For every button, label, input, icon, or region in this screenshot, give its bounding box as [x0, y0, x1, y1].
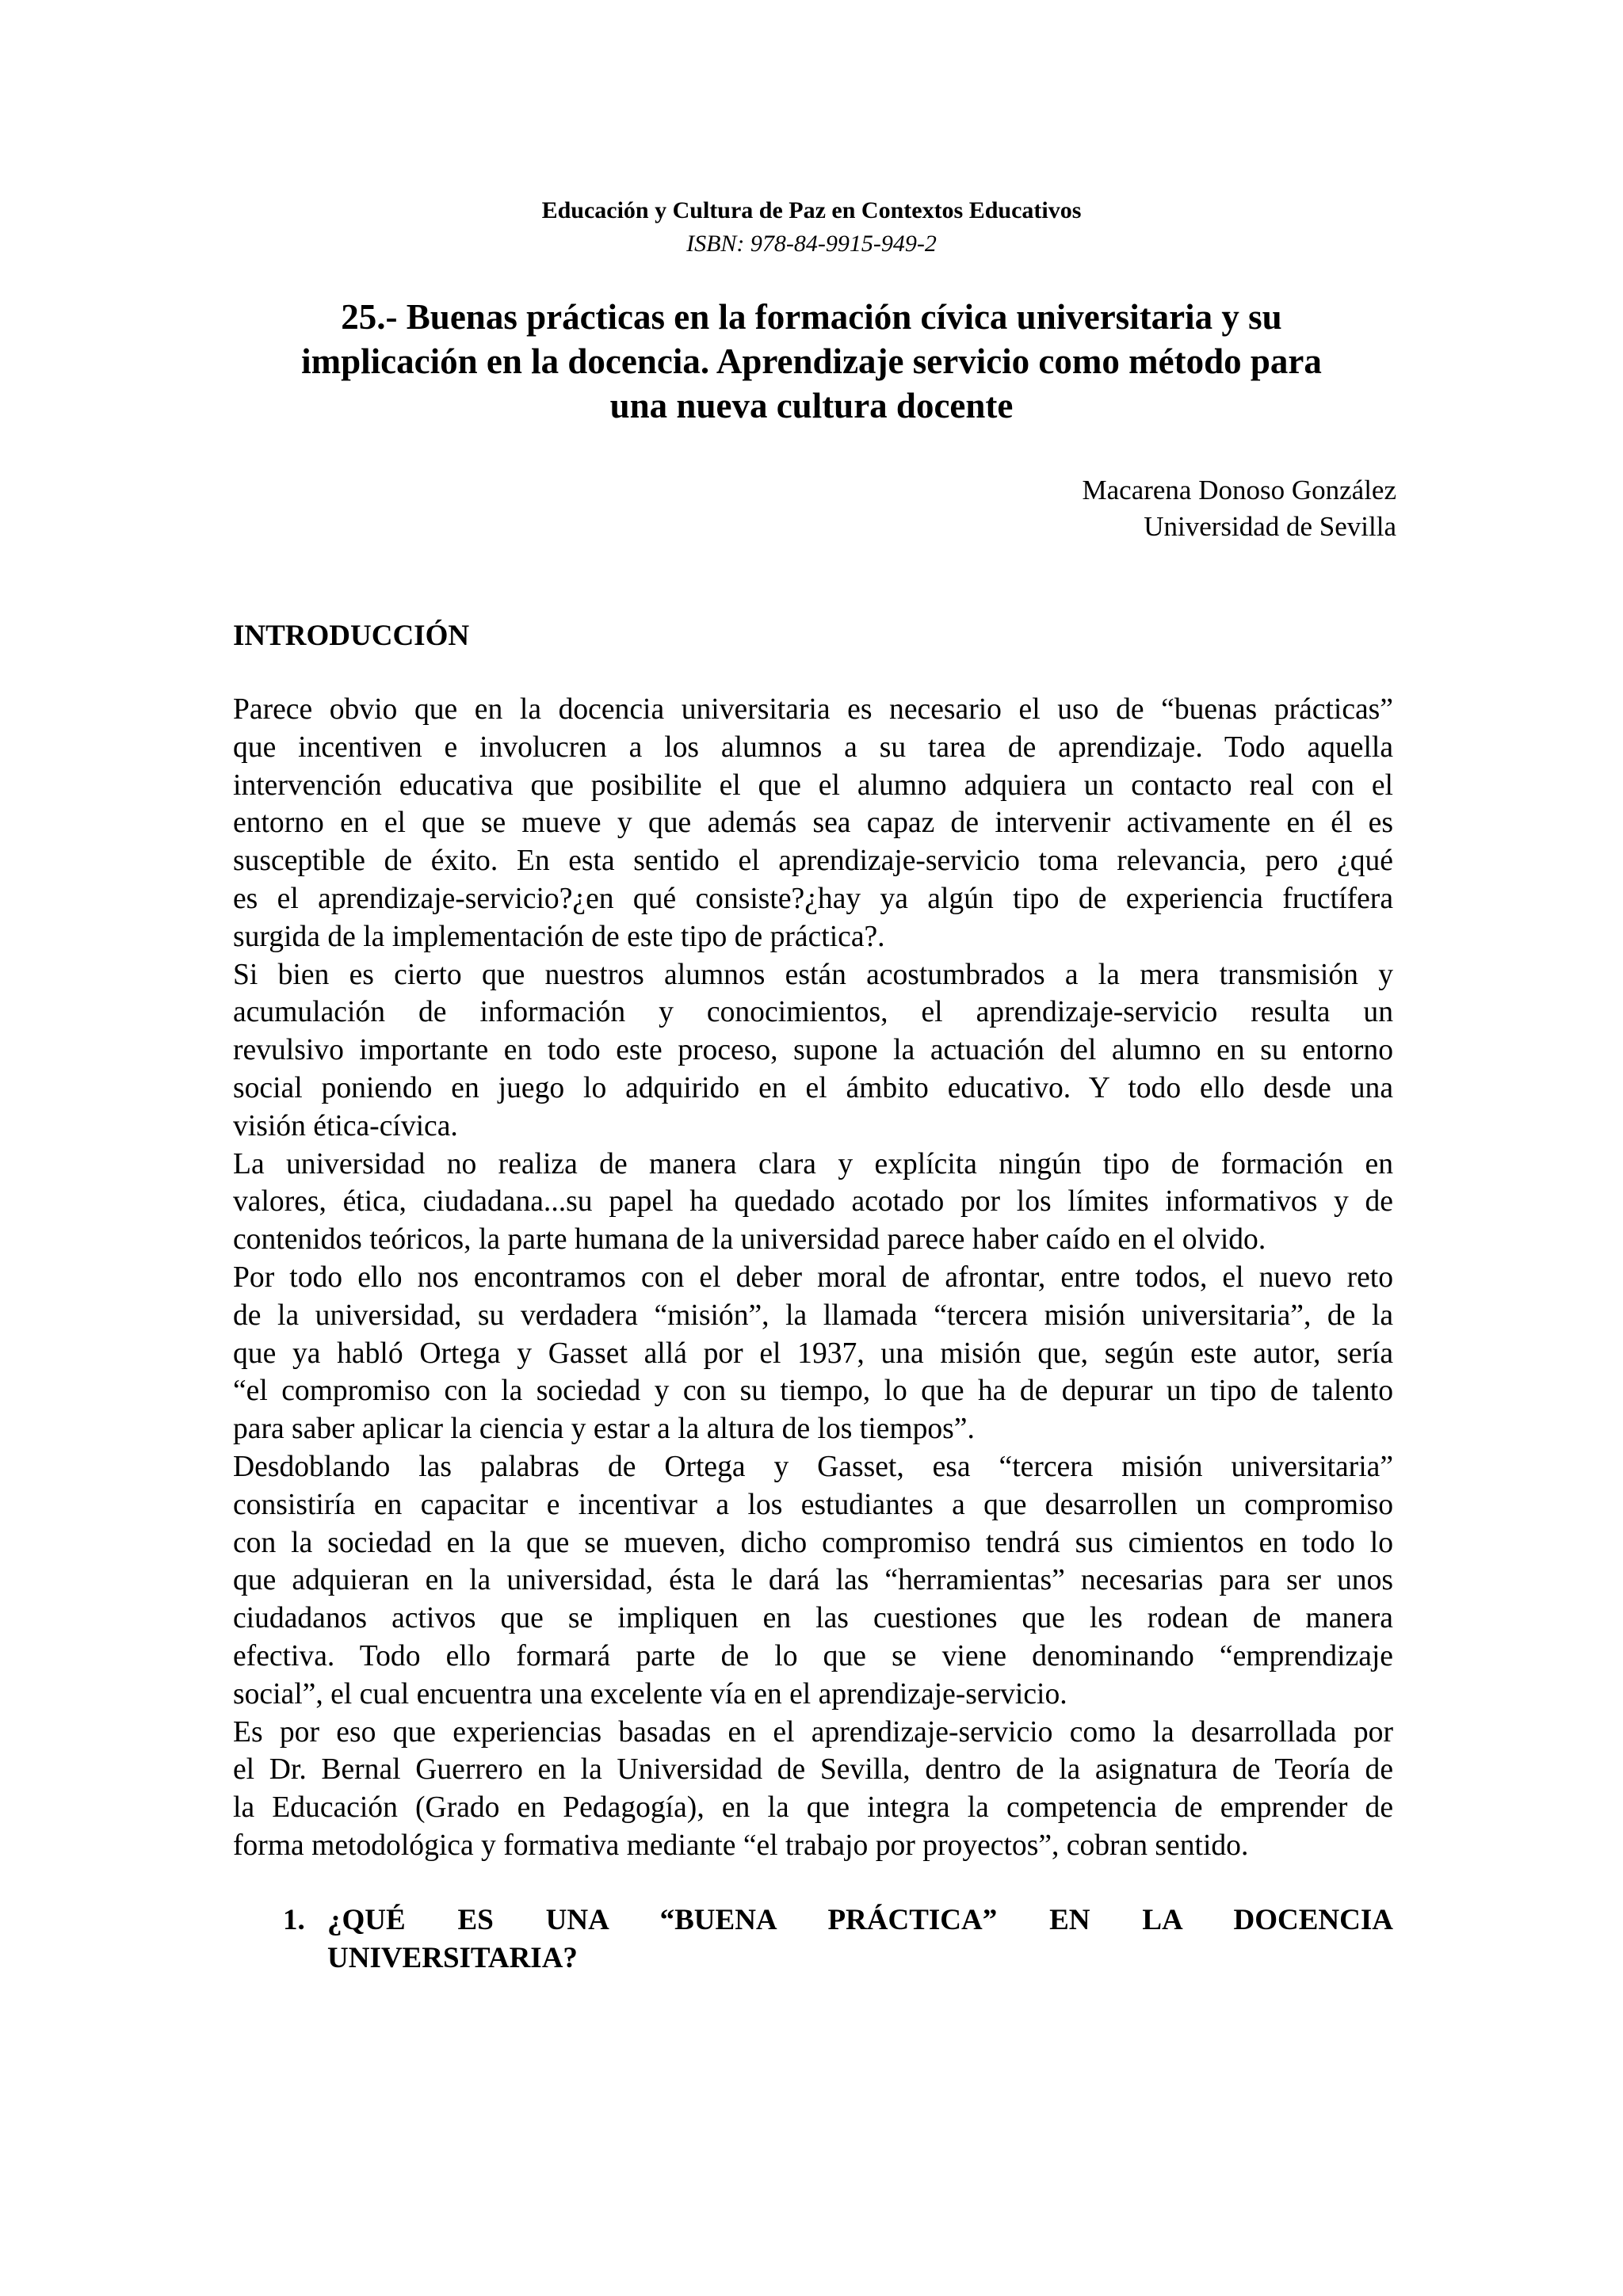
book-title: Educación y Cultura de Paz en Contextos Educativos — [541, 197, 1082, 223]
section-title-line: ¿QUÉ ES UNA “BUENA PRÁCTICA” EN LA DOCENCIA — [327, 1904, 1393, 1936]
body-line: con la sociedad en la que se mueven, dicho compromiso tendrá sus cimientos en todo lo — [233, 1526, 1393, 1559]
body-line: contenidos teóricos, la parte humana de la universidad parece haber caído en el olvido. — [233, 1223, 1266, 1257]
body-line: que adquieran en la universidad, ésta le dará las “herramientas” necesarias para ser unos — [233, 1564, 1393, 1597]
body-line: efectiva. Todo ello formará parte de lo que se viene denominando “emprendizaje — [233, 1639, 1393, 1672]
body-line: entorno en el que se mueve y que además sea capaz de intervenir activamente en él es — [233, 807, 1393, 840]
body-line: social poniendo en juego lo adquirido en el ámbito educativo. Y todo ello desde una — [233, 1071, 1393, 1104]
body-line: Si bien es cierto que nuestros alumnos están acostumbrados a la mera transmisión y — [233, 958, 1393, 991]
body-line: forma metodológica y formativa mediante “el trabajo por proyectos”, cobran sentido. — [233, 1829, 1249, 1862]
author-affiliation: Universidad de Sevilla — [1144, 511, 1396, 542]
body-line: Por todo ello nos encontramos con el deber moral de afrontar, entre todos, el nuevo reto — [233, 1261, 1393, 1294]
body-line: ciudadanos activos que se impliquen en las cuestiones que les rodean de manera — [233, 1602, 1393, 1635]
introduction-body — [233, 691, 1393, 1865]
body-line: “el compromiso con la sociedad y con su tiempo, lo que ha de depurar un tipo de talento — [233, 1375, 1393, 1408]
body-line: el Dr. Bernal Guerrero en la Universidad de Sevilla, dentro de la asignatura de Teoría de — [233, 1753, 1393, 1787]
isbn: ISBN: 978-84-9915-949-2 — [686, 231, 937, 257]
body-line: surgida de la implementación de este tipo de práctica?. — [233, 920, 885, 953]
body-line: susceptible de éxito. En esta sentido el aprendizaje-servicio toma relevancia, pero ¿qué — [233, 845, 1393, 878]
introduction-heading: INTRODUCCIÓN — [233, 620, 470, 652]
body-line: Parece obvio que en la docencia universitaria es necesario el uso de “buenas prácticas” — [233, 693, 1393, 726]
body-line: para saber aplicar la ciencia y estar a la altura de los tiempos”. — [233, 1413, 975, 1446]
body-line: visión ética-cívica. — [233, 1109, 458, 1142]
chapter-title-line: 25.- Buenas prácticas en la formación cívica universitaria y su — [341, 297, 1282, 337]
body-line: Es por eso que experiencias basadas en el aprendizaje-servicio como la desarrollada por — [233, 1715, 1393, 1749]
body-line: social”, el cual encuentra una excelente vía en el aprendizaje-servicio. — [233, 1677, 1067, 1711]
body-line: acumulación de información y conocimientos, el aprendizaje-servicio resulta un — [233, 996, 1393, 1029]
body-line: intervención educativa que posibilite el que el alumno adquiera un contacto real con el — [233, 769, 1393, 802]
body-line: Desdoblando las palabras de Ortega y Gasset, esa “tercera misión universitaria” — [233, 1450, 1393, 1483]
body-line: que incentiven e involucren a los alumnos a su tarea de aprendizaje. Todo aquella — [233, 730, 1393, 764]
chapter-title-line: una nueva cultura docente — [609, 386, 1014, 425]
chapter-title-line: implicación en la docencia. Aprendizaje servicio como método para — [301, 341, 1322, 381]
section-title-line: UNIVERSITARIA? — [327, 1942, 578, 1974]
body-line: La universidad no realiza de manera clara y explícita ningún tipo de formación en — [233, 1147, 1393, 1180]
running-header — [0, 194, 1623, 261]
body-line: que ya habló Ortega y Gasset allá por el 1937, una misión que, según este autor, sería — [233, 1337, 1393, 1370]
body-line: es el aprendizaje-servicio?¿en qué consiste?¿hay ya algún tipo de experiencia fructífera — [233, 882, 1393, 915]
author-block — [1083, 472, 1396, 545]
body-line: revulsivo importante en todo este proceso, supone la actuación del alumno en su entorno — [233, 1034, 1393, 1067]
body-line: consistiría en capacitar e incentivar a los estudiantes a que desarrollen un compromiso — [233, 1488, 1393, 1521]
body-line: de la universidad, su verdadera “misión”, la llamada “tercera misión universitaria”, de la — [233, 1299, 1393, 1332]
chapter-title — [238, 295, 1385, 428]
author-name: Macarena Donoso González — [1082, 475, 1396, 505]
section-1-title — [327, 1901, 1393, 1978]
body-line: valores, ética, ciudadana...su papel ha quedado acotado por los límites informativos y de — [233, 1185, 1393, 1219]
section-number: 1. — [283, 1904, 305, 1936]
body-line: la Educación (Grado en Pedagogía), en la que integra la competencia de emprender de — [233, 1791, 1393, 1825]
